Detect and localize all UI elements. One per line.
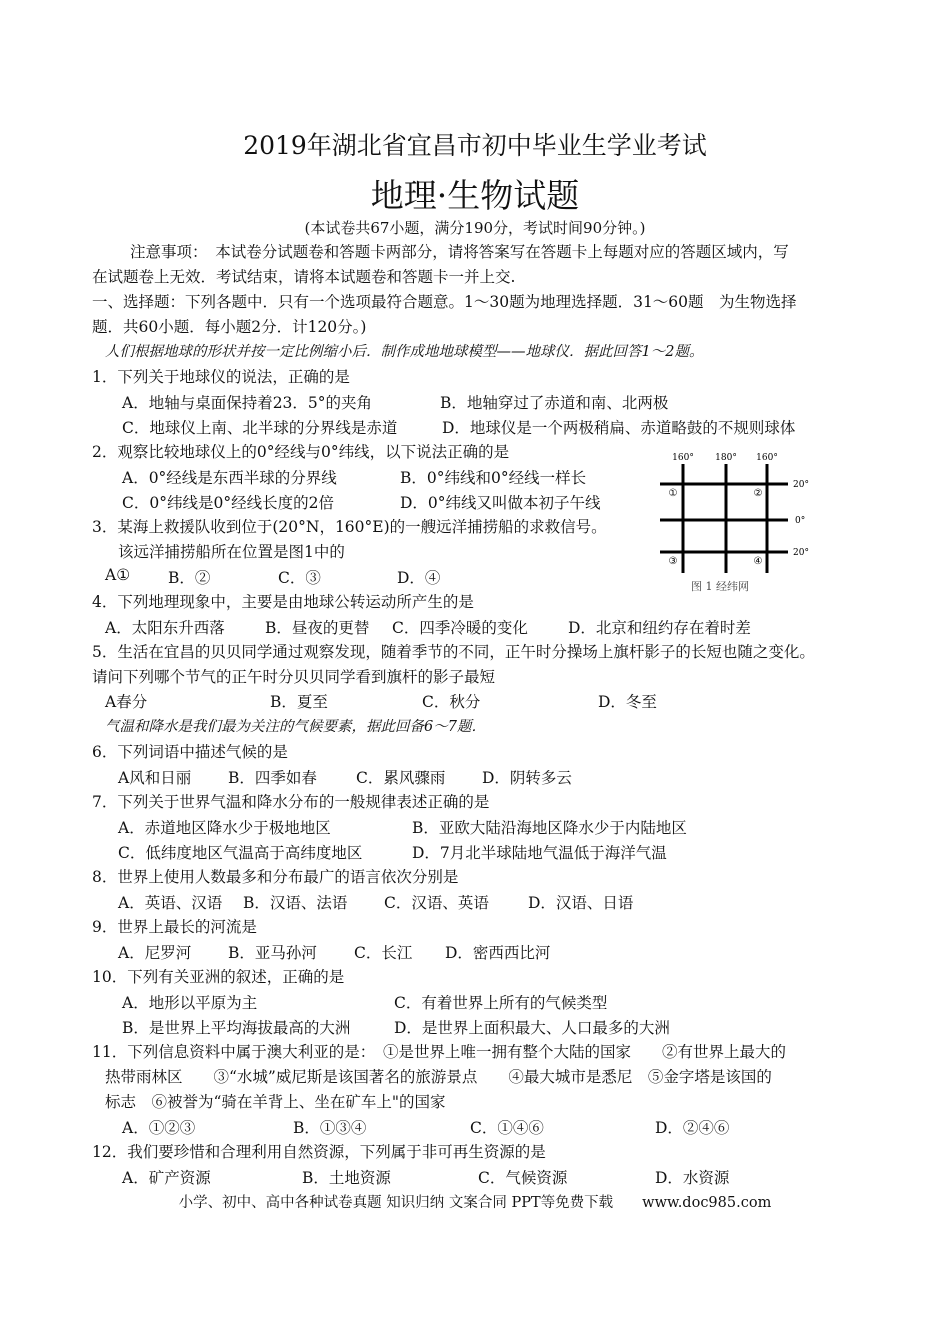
q4-option-a: A．太阳东升西落 bbox=[105, 619, 225, 637]
q11-stem-2: 热带雨林区 ③“水城”威尼斯是该国著名的旅游景点 ④最大城市是悉尼 ⑤金字塔是该国的 bbox=[105, 1068, 772, 1086]
q12-stem: 12．我们要珍惜和合理利用自然资源，下列属于非可再生资源的是 bbox=[92, 1143, 546, 1161]
q3-stem: 3．某海上救援队收到位于(20°N，160°E)的一艘远洋捕捞船的求救信号。 bbox=[92, 518, 607, 536]
q8-option-c: C．汉语、英语 bbox=[384, 894, 489, 912]
q10-stem: 10．下列有关亚洲的叙述，正确的是 bbox=[92, 968, 345, 986]
q4-option-d: D．北京和纽约存在着时差 bbox=[568, 619, 751, 637]
q10-option-d: D．是世界上面积最大、人口最多的大洲 bbox=[394, 1019, 670, 1037]
q3-option-b: B．② bbox=[168, 569, 211, 587]
q4-stem: 4．下列地理现象中，主要是由地球公转运动所产生的是 bbox=[92, 593, 474, 611]
exam-title: 2019年湖北省宜昌市初中毕业生学业考试 bbox=[243, 131, 707, 160]
q1-option-c: C．地球仪上南、北半球的分界线是赤道 bbox=[122, 419, 398, 437]
q11-option-d: D．②④⑥ bbox=[655, 1119, 730, 1137]
q6-option-a: A风和日丽 bbox=[118, 769, 192, 787]
section-line-2: 题．共60小题．每小题2分．计120分。) bbox=[92, 318, 367, 336]
q6-option-c: C．累风骤雨 bbox=[356, 769, 446, 787]
q5-stem-2: 请问下列哪个节气的正午时分贝贝同学看到旗杆的影子最短 bbox=[92, 668, 496, 686]
q7-option-d: D．7月北半球陆地气温低于海洋气温 bbox=[412, 844, 667, 862]
q2-stem: 2．观察比较地球仪上的0°经线与0°纬线，以下说法正确的是 bbox=[92, 443, 510, 461]
intro-2: 气温和降水是我们最为关注的气候要素，据此回备6～7题． bbox=[105, 719, 486, 735]
marker-4: ④ bbox=[753, 556, 763, 567]
q12-option-d: D．水资源 bbox=[655, 1169, 730, 1187]
marker-3: ③ bbox=[668, 556, 678, 567]
q11-option-b: B．①③④ bbox=[293, 1119, 367, 1137]
notes-line-2: 在试题卷上无效．考试结束，请将本试题卷和答题卡一并上交. bbox=[92, 268, 516, 286]
lat-long-grid-figure bbox=[655, 448, 830, 596]
q6-option-d: D．阴转多云 bbox=[482, 769, 572, 787]
q2-option-a: A．0°经线是东西半球的分界线 bbox=[122, 469, 337, 487]
q5-stem: 5．生活在宜昌的贝贝同学通过观察发现，随着季节的不同，正午时分操场上旗杆影子的长短也随之变化。 bbox=[92, 643, 815, 661]
q9-option-b: B．亚马孙河 bbox=[228, 944, 317, 962]
q3-option-a: A① bbox=[105, 566, 131, 584]
q9-option-d: D．密西西比河 bbox=[445, 944, 551, 962]
q7-option-a: A．赤道地区降水少于极地地区 bbox=[118, 819, 331, 837]
q11-stem-3: 标志 ⑥被誉为“骑在羊背上、坐在矿车上"的国家 bbox=[105, 1093, 446, 1111]
q2-option-d: D．0°纬线又叫做本初子午线 bbox=[400, 494, 601, 512]
q1-option-a: A．地轴与桌面保持着23．5°的夹角 bbox=[122, 394, 373, 412]
top-label-3: 160° bbox=[756, 453, 778, 463]
q3-option-c: C．③ bbox=[278, 569, 321, 587]
q3-stem-2: 该远洋捕捞船所在位置是图1中的 bbox=[118, 543, 345, 561]
right-label-2: 0° bbox=[795, 516, 806, 526]
q6-stem: 6．下列词语中描述气候的是 bbox=[92, 743, 288, 761]
q8-stem: 8．世界上使用人数最多和分布最广的语言依次分别是 bbox=[92, 868, 459, 886]
q3-option-d: D．④ bbox=[397, 569, 441, 587]
q7-option-b: B．亚欧大陆沿海地区降水少于内陆地区 bbox=[412, 819, 687, 837]
q11-stem: 11．下列信息资料中属于澳大利亚的是： ①是世界上唯一拥有整个大陆的国家 ②有世界上最大的 bbox=[92, 1043, 786, 1061]
q2-option-b: B．0°纬线和0°经线一样长 bbox=[400, 469, 587, 487]
q5-option-a: A春分 bbox=[105, 693, 148, 711]
q4-option-b: B．昼夜的更替 bbox=[265, 619, 370, 637]
top-label-1: 160° bbox=[672, 453, 694, 463]
top-label-2: 180° bbox=[715, 453, 737, 463]
q8-option-b: B．汉语、法语 bbox=[243, 894, 348, 912]
q1-option-d: D．地球仪是一个两极稍扁、赤道略鼓的不规则球体 bbox=[442, 419, 796, 437]
marker-2: ② bbox=[753, 488, 763, 499]
q7-option-c: C．低纬度地区气温高于高纬度地区 bbox=[118, 844, 363, 862]
q5-option-d: D．冬至 bbox=[598, 693, 657, 711]
subject-title: 地理·生物试题 bbox=[370, 176, 580, 215]
q1-option-b: B．地轴穿过了赤道和南、北两极 bbox=[440, 394, 669, 412]
right-label-1: 20° bbox=[793, 480, 809, 490]
intro-1: 人们根据地球的形状并按一定比例缩小后．制作成地地球模型——地球仪．据此回答1～2题。 bbox=[105, 344, 704, 360]
q5-option-c: C．秋分 bbox=[422, 693, 481, 711]
q10-option-a: A．地形以平原为主 bbox=[122, 994, 258, 1012]
q5-option-b: B．夏至 bbox=[270, 693, 328, 711]
q12-option-a: A．矿产资源 bbox=[122, 1169, 211, 1187]
page-footer: 小学、初中、高中各种试卷真题 知识归纳 文案合同 PPT等免费下载 www.doc985.com bbox=[178, 1195, 772, 1211]
q11-option-a: A．①②③ bbox=[122, 1119, 196, 1137]
q10-option-b: B．是世界上平均海拔最高的大洲 bbox=[122, 1019, 351, 1037]
q11-option-c: C．①④⑥ bbox=[470, 1119, 544, 1137]
figure-caption: 图 1 经纬网 bbox=[691, 580, 749, 593]
notes-line-1: 注意事项： 本试卷分试题卷和答题卡两部分，请将答案写在答题卡上每题对应的答题区域内，写 bbox=[130, 243, 789, 261]
q9-stem: 9．世界上最长的河流是 bbox=[92, 918, 257, 936]
q8-option-a: A．英语、汉语 bbox=[118, 894, 223, 912]
q6-option-b: B．四季如春 bbox=[228, 769, 317, 787]
q10-option-c: C．有着世界上所有的气候类型 bbox=[394, 994, 608, 1012]
exam-info: (本试卷共67小题，满分190分，考试时间90分钟。) bbox=[304, 219, 646, 237]
q9-option-c: C．长江 bbox=[354, 944, 413, 962]
q12-option-b: B．土地资源 bbox=[302, 1169, 391, 1187]
q9-option-a: A．尼罗河 bbox=[118, 944, 192, 962]
q8-option-d: D．汉语、日语 bbox=[528, 894, 634, 912]
q4-option-c: C．四季冷暖的变化 bbox=[392, 619, 528, 637]
q12-option-c: C．气候资源 bbox=[478, 1169, 568, 1187]
q2-option-c: C．0°纬线是0°经线长度的2倍 bbox=[122, 494, 334, 512]
q7-stem: 7．下列关于世界气温和降水分布的一般规律表述正确的是 bbox=[92, 793, 490, 811]
q1-stem: 1．下列关于地球仪的说法，正确的是 bbox=[92, 368, 350, 386]
section-line-1: 一、选择题：下列各题中．只有一个选项最符合题意。1～30题为地理选择题．31～60题 为生物选择 bbox=[92, 293, 797, 311]
right-label-3: 20° bbox=[793, 548, 809, 558]
marker-1: ① bbox=[668, 488, 678, 499]
